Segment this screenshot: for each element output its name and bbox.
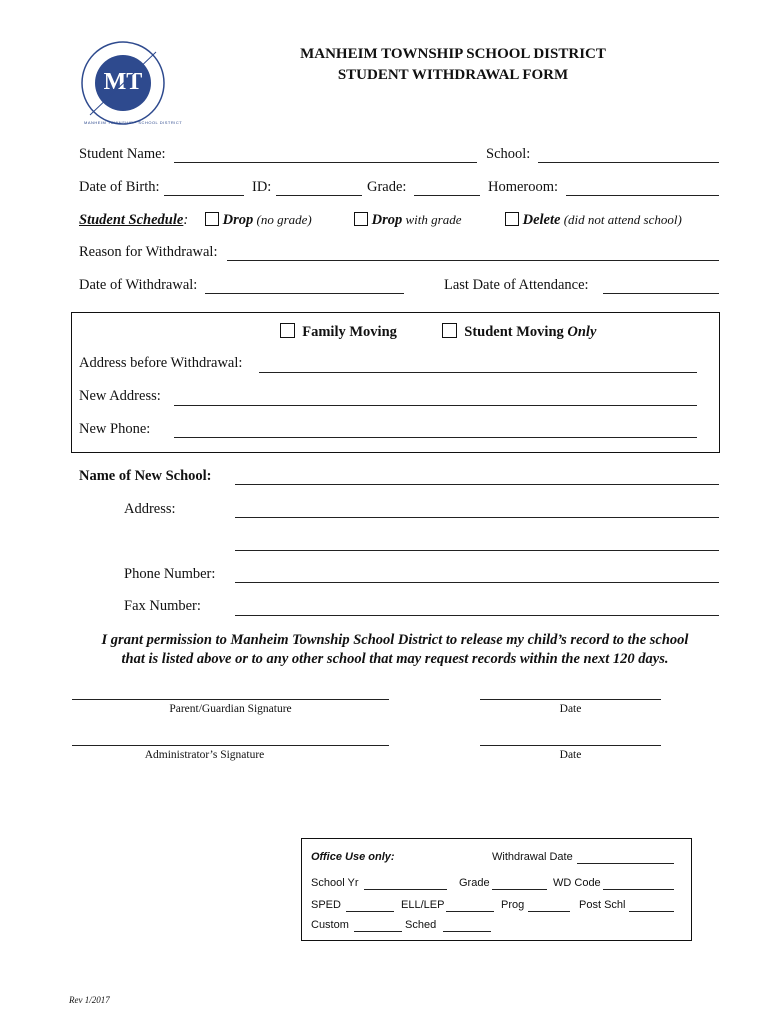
form-title: STUDENT WITHDRAWAL FORM — [337, 67, 569, 83]
school-label: School: — [486, 146, 531, 162]
new-school-fax-label: Fax Number: — [124, 598, 201, 614]
date-withdrawal-label: Date of Withdrawal: — [79, 277, 198, 293]
new-school-label: Name of New School: — [79, 468, 212, 484]
new-phone-field[interactable] — [174, 437, 697, 438]
withdrawal-date-label: Withdrawal Date — [492, 851, 573, 863]
admin-signature-line[interactable] — [72, 745, 389, 746]
wd-code-label: WD Code — [553, 877, 601, 889]
new-school-phone-field[interactable] — [235, 582, 719, 583]
homeroom-label: Homeroom: — [488, 179, 559, 195]
schedule-label-text: Student Schedule — [79, 212, 184, 228]
custom-field[interactable] — [354, 931, 402, 932]
schedule-colon: : — [183, 212, 189, 228]
option-rest: with grade — [402, 212, 462, 227]
student-name-field[interactable] — [174, 162, 477, 163]
admin-date-line[interactable] — [480, 745, 661, 746]
family-moving-label: Family Moving — [302, 324, 397, 340]
date-withdrawal-field[interactable] — [205, 293, 404, 294]
sched-label: Sched — [405, 919, 437, 931]
checkbox[interactable] — [205, 212, 219, 226]
dob-field[interactable] — [164, 195, 244, 196]
new-school-field[interactable] — [235, 484, 719, 485]
student-name-label: Student Name: — [79, 146, 166, 162]
parent-date-label: Date — [559, 703, 582, 715]
permission-line-1: I grant permission to Manheim Township School District to release my child’s record to the school — [101, 632, 689, 648]
admin-signature-label: Administrator’s Signature — [144, 749, 265, 761]
schedule-label — [79, 212, 188, 229]
id-field[interactable] — [276, 195, 362, 196]
reason-field[interactable] — [227, 260, 719, 261]
permission-line-2: that is listed above or to any other school that may request records within the next 120 days. — [121, 651, 669, 667]
new-phone-label: New Phone: — [79, 421, 151, 437]
dob-label: Date of Birth: — [79, 179, 160, 195]
office-grade-label: Grade — [459, 877, 490, 889]
last-attendance-field[interactable] — [603, 293, 719, 294]
new-school-address-field-2[interactable] — [235, 550, 719, 551]
new-school-phone-label: Phone Number: — [124, 566, 216, 582]
office-use-title: Office Use only: — [311, 851, 395, 863]
prog-label: Prog — [501, 899, 525, 911]
sched-field[interactable] — [443, 931, 491, 932]
option-rest: (no grade) — [253, 212, 312, 227]
new-address-label: New Address: — [79, 388, 161, 404]
ell-label: ELL/LEP — [401, 899, 445, 911]
student-moving-label: Student Moving — [464, 324, 568, 340]
grade-label: Grade: — [367, 179, 407, 195]
grade-field[interactable] — [414, 195, 480, 196]
schedule-option-drop-no-grade[interactable] — [205, 212, 312, 229]
revision-label: Rev 1/2017 — [69, 995, 110, 1005]
address-before-field[interactable] — [259, 372, 697, 373]
homeroom-field[interactable] — [566, 195, 719, 196]
admin-date-label: Date — [559, 749, 582, 761]
post-schl-field[interactable] — [629, 911, 674, 912]
option-bold: Drop — [222, 212, 254, 228]
ell-field[interactable] — [446, 911, 494, 912]
district-title: MANHEIM TOWNSHIP SCHOOL DISTRICT — [300, 46, 606, 62]
wd-code-field[interactable] — [603, 889, 674, 890]
logo-monogram: MT — [103, 69, 143, 95]
office-grade-field[interactable] — [492, 889, 547, 890]
parent-date-line[interactable] — [480, 699, 661, 700]
checkbox[interactable] — [280, 323, 295, 338]
address-before-label: Address before Withdrawal: — [79, 355, 243, 371]
new-school-address-label: Address: — [124, 501, 176, 517]
parent-signature-line[interactable] — [72, 699, 389, 700]
prog-field[interactable] — [528, 911, 570, 912]
school-field[interactable] — [538, 162, 719, 163]
checkbox[interactable] — [354, 212, 368, 226]
student-moving-option[interactable] — [442, 323, 596, 341]
post-schl-label: Post Schl — [579, 899, 626, 911]
option-bold: Delete — [522, 212, 561, 228]
reason-label: Reason for Withdrawal: — [79, 244, 218, 260]
id-label: ID: — [252, 179, 272, 195]
option-bold: Drop — [371, 212, 403, 228]
last-attendance-label: Last Date of Attendance: — [444, 277, 589, 293]
new-school-fax-field[interactable] — [235, 615, 719, 616]
checkbox[interactable] — [505, 212, 519, 226]
new-address-field[interactable] — [174, 405, 697, 406]
student-moving-only: Only — [567, 324, 597, 340]
sped-field[interactable] — [346, 911, 394, 912]
school-yr-label: School Yr — [311, 877, 359, 889]
family-moving-option[interactable] — [280, 323, 397, 341]
sped-label: SPED — [311, 899, 341, 911]
schedule-option-delete[interactable] — [505, 212, 682, 229]
new-school-address-field[interactable] — [235, 517, 719, 518]
custom-label: Custom — [311, 919, 349, 931]
schedule-option-drop-with-grade[interactable] — [354, 212, 461, 229]
school-yr-field[interactable] — [364, 889, 447, 890]
logo-ring-text: MANHEIM TOWNSHIP · SCHOOL DISTRICT — [84, 120, 183, 125]
withdrawal-date-field[interactable] — [577, 863, 674, 864]
parent-signature-label: Parent/Guardian Signature — [169, 703, 292, 715]
option-rest: (did not attend school) — [560, 212, 682, 227]
checkbox[interactable] — [442, 323, 457, 338]
